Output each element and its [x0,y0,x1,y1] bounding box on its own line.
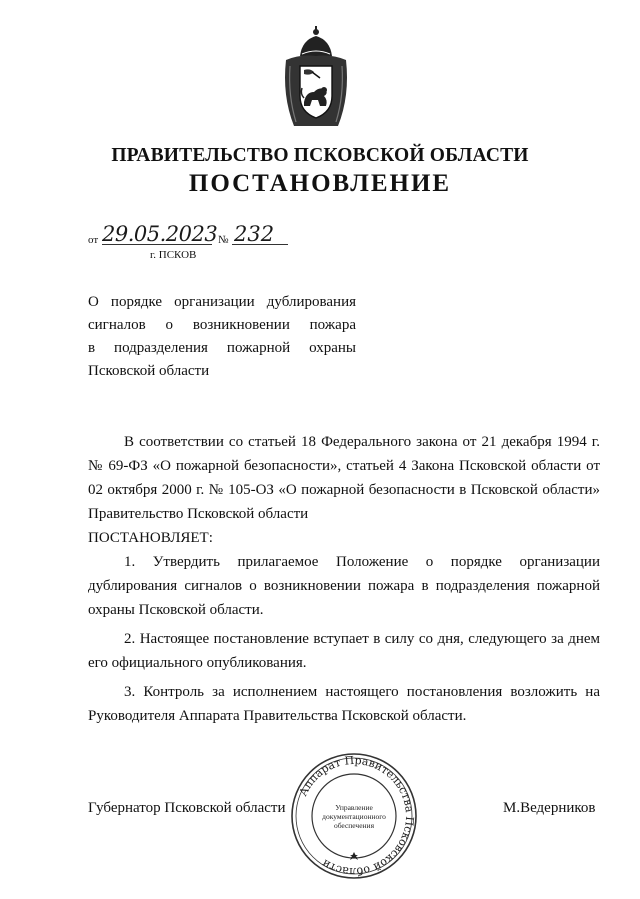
date-prefix: от [88,234,99,246]
subject-line: сигналов о возникновении пожара [88,317,356,333]
stamp-center-line: документационного [322,812,386,821]
city-label: г. ПСКОВ [150,249,197,261]
subject-line: в подразделения пожарной охраны [88,340,356,356]
document-type-title: ПОСТАНОВЛЕНИЕ [188,170,452,197]
stamp-center-line: Управление [335,803,373,812]
preamble-paragraph: В соответствии со статьей 18 Федерального закона от 21 декабря 1994 г. № 69-ФЗ «О пожарной безопасности», статьей 4 Закона Псковской области от 02 октября 2000 г. № 105-ОЗ «О пожарной безопасности в Псковской области» Правительство Псковской области [88,434,600,522]
document-number: 232 [234,222,275,246]
stamp-center-line: обеспечения [333,821,375,830]
stamp-ring-text: Аппарат Правительства Псковской области [296,753,417,879]
number-underline [232,244,288,245]
subject-line: О порядке организации дублирования [88,294,356,310]
coat-of-arms-icon [280,26,352,132]
resolution-item: 3. Контроль за исполнением настоящего постановления возложить на Руководителя Аппарата Правительства Псковской области. [88,684,600,724]
document-subject [88,291,356,383]
resolution-item: 2. Настоящее постановление вступает в силу со дня, следующего за днем его официального опубликования. [88,631,600,671]
document-body [88,430,600,728]
date-underline [102,244,212,245]
government-title: ПРАВИТЕЛЬСТВО ПСКОВСКОЙ ОБЛАСТИ [111,145,529,166]
resolution-item: 1. Утвердить прилагаемое Положение о порядке организации дублирования сигналов о возникновении пожара в подразделения пожарной охраны Псковской области. [88,554,600,618]
signatory-name: М.Ведерников [503,800,596,816]
official-stamp [284,750,424,882]
resolves-label: ПОСТАНОВЛЯЕТ: [88,530,213,546]
document-date: 29.05.2023 [102,222,218,246]
number-prefix: № [218,234,229,246]
subject-line: Псковской области [88,363,210,379]
signatory-position: Губернатор Псковской области [88,800,286,816]
